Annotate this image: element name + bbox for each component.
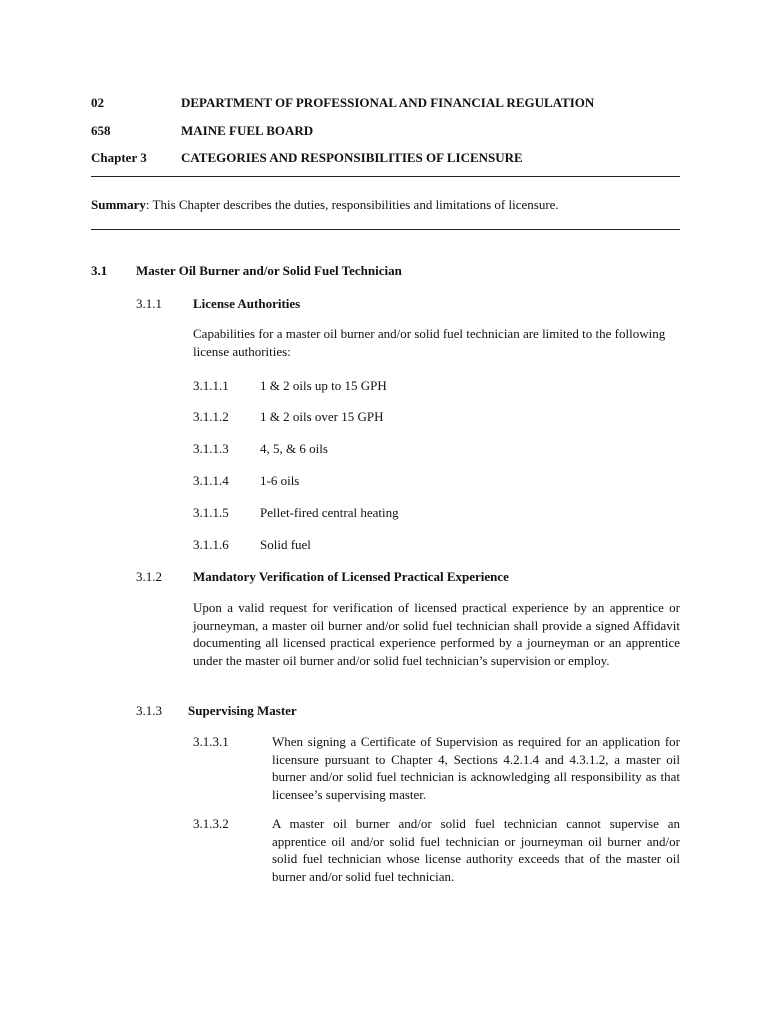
- subsection-title: Supervising Master: [188, 703, 297, 718]
- subsection-number: 3.1.1: [136, 296, 162, 311]
- list-item-text: When signing a Certificate of Supervision as required for an application for licensure pursuant to Chapter 4, Sections 4.2.1.4 and 4.3.1.2, a master oil burner and/or solid fuel technician is acknowledging all responsibility as that licensee’s supervising master.: [272, 734, 680, 802]
- list-item-number: 3.1.1.5: [193, 505, 229, 520]
- subsection-title: License Authorities: [193, 296, 301, 311]
- section-number: 3.1: [91, 263, 108, 278]
- list-item-text: Pellet-fired central heating: [260, 505, 399, 520]
- subsection-text: Capabilities for a master oil burner and/or solid fuel technician are limited to the following license authorities:: [193, 326, 666, 359]
- subsection-text: Upon a valid request for verification of licensed practical experience by an apprentice or journeyman, a master oil burner and/or solid fuel technician shall provide a signed Affidavit documenting all licensed practical experience performed by a journeyman or an apprentice under the master oil burner and/or solid fuel technician’s supervision or employ.: [193, 600, 680, 668]
- subsection-number: 3.1.2: [136, 569, 162, 584]
- chapter-code: Chapter 3: [91, 150, 147, 165]
- list-item-text: Solid fuel: [260, 537, 311, 552]
- summary-text: : This Chapter describes the duties, responsibilities and limitations of licensure.: [145, 197, 559, 212]
- list-item-text: 1 & 2 oils over 15 GPH: [260, 409, 384, 424]
- list-item-number: 3.1.1.4: [193, 473, 229, 488]
- board-title: MAINE FUEL BOARD: [181, 123, 314, 138]
- section-title: Master Oil Burner and/or Solid Fuel Technician: [136, 263, 402, 278]
- list-item-number: 3.1.3.2: [193, 816, 229, 831]
- board-code: 658: [91, 123, 111, 138]
- department-code: 02: [91, 95, 104, 110]
- subsection-number: 3.1.3: [136, 703, 162, 718]
- list-item-number: 3.1.1.2: [193, 409, 229, 424]
- chapter-title: CATEGORIES AND RESPONSIBILITIES OF LICENSURE: [181, 150, 523, 165]
- header-divider: [91, 176, 680, 177]
- list-item-number: 3.1.1.6: [193, 537, 229, 552]
- list-item-text: 4, 5, & 6 oils: [260, 441, 328, 456]
- summary-divider: [91, 229, 680, 230]
- department-title: DEPARTMENT OF PROFESSIONAL AND FINANCIAL REGULATION: [181, 95, 595, 110]
- subsection-title: Mandatory Verification of Licensed Practical Experience: [193, 569, 509, 584]
- list-item-text: A master oil burner and/or solid fuel technician cannot supervise an apprentice oil and/or solid fuel technician or journeyman oil burner and/or solid fuel technician whose license authority exceeds that of the master oil burner and/or solid fuel technician.: [272, 816, 680, 884]
- list-item-text: 1 & 2 oils up to 15 GPH: [260, 378, 387, 393]
- summary-label: Summary: [91, 197, 146, 212]
- list-item-number: 3.1.3.1: [193, 734, 229, 749]
- list-item-number: 3.1.1.1: [193, 378, 229, 393]
- list-item-number: 3.1.1.3: [193, 441, 229, 456]
- list-item-text: 1-6 oils: [260, 473, 300, 488]
- summary: [91, 196, 559, 214]
